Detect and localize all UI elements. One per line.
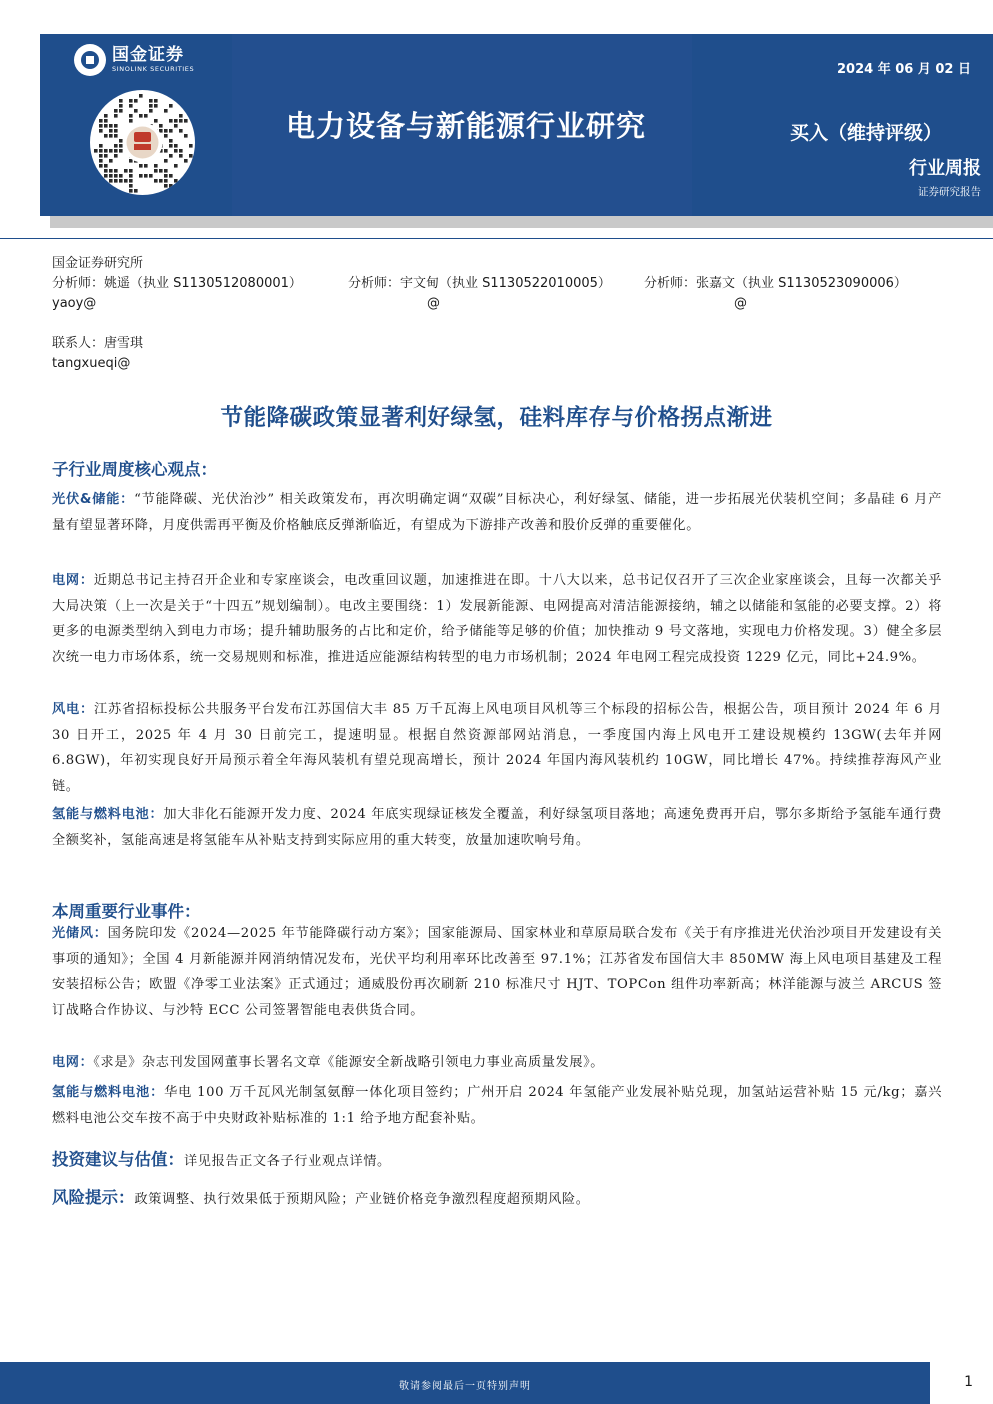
event-item bbox=[52, 921, 942, 1023]
analyst-item bbox=[644, 274, 907, 311]
document-subtype: 证券研究报告 bbox=[918, 186, 981, 198]
investment-text: 详见报告正文各子行业观点详情。 bbox=[184, 1154, 391, 1169]
investment-advice bbox=[52, 1147, 942, 1175]
core-view-item bbox=[52, 802, 942, 853]
event-lead: 氢能与燃料电池： bbox=[52, 1085, 165, 1100]
event-text: 《求是》杂志刊发国网董事长署名文章《能源安全新战略引领电力事业高质量发展》。 bbox=[93, 1055, 605, 1070]
event-item bbox=[52, 1050, 942, 1076]
analyst-item bbox=[52, 274, 302, 311]
analyst-item bbox=[348, 274, 611, 311]
core-view-item bbox=[52, 487, 942, 538]
analyst-email: yaoy@ bbox=[52, 296, 97, 311]
core-view-lead: 风电： bbox=[52, 702, 94, 717]
core-view-item bbox=[52, 697, 942, 799]
event-item bbox=[52, 1080, 942, 1131]
company-logo bbox=[74, 44, 194, 76]
risk-heading: 风险提示： bbox=[52, 1188, 135, 1207]
event-lead: 电网： bbox=[52, 1055, 94, 1070]
event-text: 国务院印发《2024—2025 年节能降碳行动方案》；国家能源局、国家林业和草原局联合发布《关于有序推进光伏治沙项目开发建设有关事项的通知》；全国 4 月新能源并网消纳情况发布，光伏平均利用率环比改善至 97.1%；江苏省发布国信大丰 850MW 海上风电项目基建及工程安装招标公告；欧盟《净零工业法案》正式通过；通威股份再次刷新 210 标准尺寸 HJT、TOPCon 组件功率新高；林洋能源与波兰 ARCUS 签订战略合作协议、与沙特 ECC 公司签署智能电表供货合同。 bbox=[52, 926, 942, 1018]
core-view-lead: 电网： bbox=[52, 573, 94, 588]
core-view-item bbox=[52, 568, 942, 670]
mini-program-qr-icon bbox=[90, 90, 195, 195]
logo-name-en: SINOLINK SECURITIES bbox=[112, 65, 195, 73]
rating-badge: 买入（维持评级） bbox=[790, 122, 943, 144]
logo-name-cn: 国金证券 bbox=[112, 45, 184, 65]
investment-heading: 投资建议与估值： bbox=[52, 1150, 184, 1169]
main-headline: 节能降碳政策显著利好绿氢，硅料库存与价格拐点渐进 bbox=[220, 405, 773, 431]
analyst-label: 分析师：张嘉文（执业 S1130523090006） bbox=[644, 276, 907, 291]
event-lead: 光储风： bbox=[52, 926, 108, 941]
core-views-heading: 子行业周度核心观点： bbox=[52, 460, 217, 479]
analyst-email: @ bbox=[427, 296, 440, 311]
event-text: 华电 100 万千瓦风光制氢氨醇一体化项目签约；广州开启 2024 年氢能产业发展补贴兑现，加氢站运营补贴 15 元/kg；嘉兴燃料电池公交车按不高于中央财政补贴标准的 1:1 给予地方配套补贴。 bbox=[52, 1085, 942, 1126]
report-date: 2024 年 06 月 02 日 bbox=[837, 62, 971, 77]
core-view-text: “节能降碳、光伏治沙” 相关政策发布，再次明确定调“双碳”目标决心，利好绿氢、储能，进一步拓展光伏装机空间；多晶硅 6 月产量有望显著环降，月度供需再平衡及价格触底反弹渐临近，有望成为下游排产改善和股价反弹的重要催化。 bbox=[52, 492, 942, 533]
core-view-lead: 氢能与燃料电池： bbox=[52, 807, 164, 822]
document-type: 行业周报 bbox=[909, 158, 981, 179]
logo-icon bbox=[74, 44, 106, 76]
analyst-label: 分析师：姚遥（执业 S1130512080001） bbox=[52, 276, 302, 291]
contact-person: 联系人：唐雪琪 bbox=[52, 336, 144, 351]
analyst-label: 分析师：宇文甸（执业 S1130522010005） bbox=[348, 276, 611, 291]
contact-email: tangxueqi@ bbox=[52, 356, 131, 371]
core-view-text: 近期总书记主持召开企业和专家座谈会，电改重回议题，加速推进在即。十八大以来，总书记仅召开了三次企业家座谈会，且每一次都关乎大局决策（上一次是关于“十四五”规划编制）。电改主要围绕：1）发展新能源、电网提高对清洁能源接纳，辅之以储能和氢能的必要支撑。2）将更多的电源类型纳入到电力市场；提升辅助服务的占比和定价，给予储能等足够的价值；加快推动 9 号文落地，实现电力价格发现。3）健全多层次统一电力市场体系，统一交易规则和标准，推进适应能源结构转型的电力市场机制；2024 年电网工程完成投资 1229 亿元，同比+24.9%。 bbox=[52, 573, 942, 665]
report-title: 电力设备与新能源行业研究 bbox=[286, 109, 647, 143]
core-view-text: 江苏省招标投标公共服务平台发布江苏国信大丰 85 万千瓦海上风电项目风机等三个标段的招标公告，根据公告，项目预计 2024 年 6 月 30 日开工，2025 年 4 月 30 日前完工，提速明显。根据自然资源部网站消息，一季度国内海上风电开工建设规模约 13GW(去年并网 6.8GW)，年初实现良好开局预示着全年海风装机有望兑现高增长，预计 2024 年国内海风装机约 10GW，同比增长 47%。持续推荐海风产业链。 bbox=[52, 702, 943, 794]
risk-warning bbox=[52, 1185, 942, 1213]
analyst-email: @ bbox=[734, 296, 747, 311]
header-divider bbox=[0, 238, 993, 239]
events-heading: 本周重要行业事件： bbox=[52, 902, 201, 921]
footer-disclaimer-link[interactable]: 敬请参阅最后一页特别声明 bbox=[399, 1381, 531, 1392]
core-view-lead: 光伏&储能： bbox=[52, 492, 135, 507]
page-number: 1 bbox=[964, 1374, 973, 1390]
institute-name: 国金证券研究所 bbox=[52, 256, 144, 271]
risk-text: 政策调整、执行效果低于预期风险；产业链价格竞争激烈程度超预期风险。 bbox=[134, 1192, 590, 1207]
core-view-text: 加大非化石能源开发力度、2024 年底实现绿证核发全覆盖，利好绿氢项目落地；高速免费再开启，鄂尔多斯给予氢能车通行费全额奖补，氢能高速是将氢能车从补贴支持到实际应用的重大转变，放量加速吹响号角。 bbox=[52, 807, 942, 848]
